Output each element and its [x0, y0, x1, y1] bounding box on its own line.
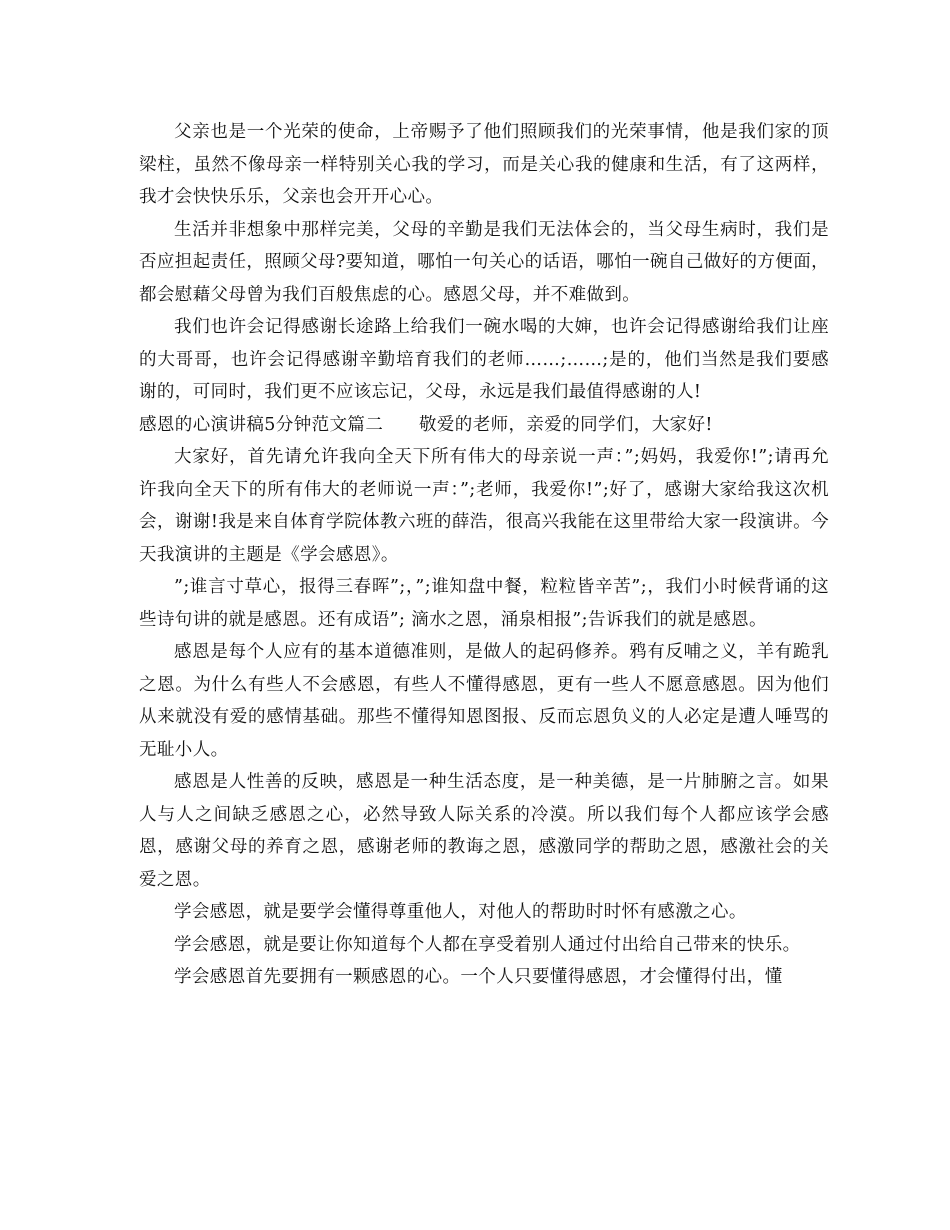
- paragraph-grateful-heart: 学会感恩首先要拥有一颗感恩的心。一个人只要懂得感恩，才会懂得付出，懂: [174, 967, 783, 987]
- document-body: [139, 116, 829, 994]
- paragraph-enjoy-others: 学会感恩，就是要让你知道每个人都在享受着别人通过付出给自己带来的快乐。: [174, 934, 801, 955]
- paragraph-poems: ”;谁言寸草心，报得三春晖”;，”;谁知盘中餐，粒粒皆辛苦”;，我们小时候背诵的这些诗句讲的就是感恩。还有成语”; 滴水之恩，涌泉相报”;告诉我们的就是感恩。: [139, 577, 829, 630]
- paragraph-respect-others: 学会感恩，就是要学会懂得尊重他人，对他人的帮助时时怀有感激之心。: [174, 902, 747, 922]
- paragraph-human-nature: 感恩是人性善的反映，感恩是一种生活态度，是一种美德，是一片肺腑之言。如果人与人之间缺乏感恩之心，必然导致人际关系的冷漠。所以我们每个人都应该学会感恩，感谢父母的养育之恩，感谢老师的教诲之恩，感激同学的帮助之恩，感激社会的关爱之恩。: [139, 772, 829, 890]
- section-heading: 感恩的心演讲稿5分钟范文篇二 敬爱的老师，亲爱的同学们，大家好!: [139, 414, 713, 435]
- paragraph-father: 父亲也是一个光荣的使命，上帝赐予了他们照顾我们的光荣事情，他是我们家的顶梁柱，虽然不像母亲一样特别关心我的学习，而是关心我的健康和生活，有了这两样，我才会快快乐乐，父亲也会开开心心。: [139, 122, 829, 207]
- paragraph-greeting: 大家好，首先请允许我向全天下所有伟大的母亲说一声：”;妈妈，我爱你!”;请再允许我向全天下的所有伟大的老师说一声：”;老师，我爱你!”;好了，感谢大家给我这次机会，谢谢!我是来自体育学院体教六班的薛浩，很高兴我能在这里带给大家一段演讲。今天我演讲的主题是《学会感恩》。: [139, 447, 829, 565]
- paragraph-life-not-perfect: 生活并非想象中那样完美，父母的辛勤是我们无法体会的，当父母生病时，我们是否应担起责任，照顾父母?要知道，哪怕一句关心的话语，哪怕一碗自己做好的方便面，都会慰藉父母曾为我们百般焦虑的心。感恩父母，并不难做到。: [139, 219, 829, 305]
- paragraph-moral-principle: 感恩是每个人应有的基本道德准则，是做人的起码修养。鸦有反哺之义，羊有跪乳之恩。为什么有些人不会感恩，有些人不懂得感恩，更有一些人不愿意感恩。因为他们从来就没有爱的感情基础。那些不懂得知恩图报、反而忘恩负义的人必定是遭人唾骂的无耻小人。: [139, 642, 829, 760]
- paragraph-remember-thanks: 我们也许会记得感谢长途路上给我们一碗水喝的大婶，也许会记得感谢给我们让座的大哥哥，也许会记得感谢辛勤培育我们的老师……;……;是的，他们当然是我们要感谢的，可同时，我们更不应该忘记，父母，永远是我们最值得感谢的人!: [139, 317, 829, 402]
